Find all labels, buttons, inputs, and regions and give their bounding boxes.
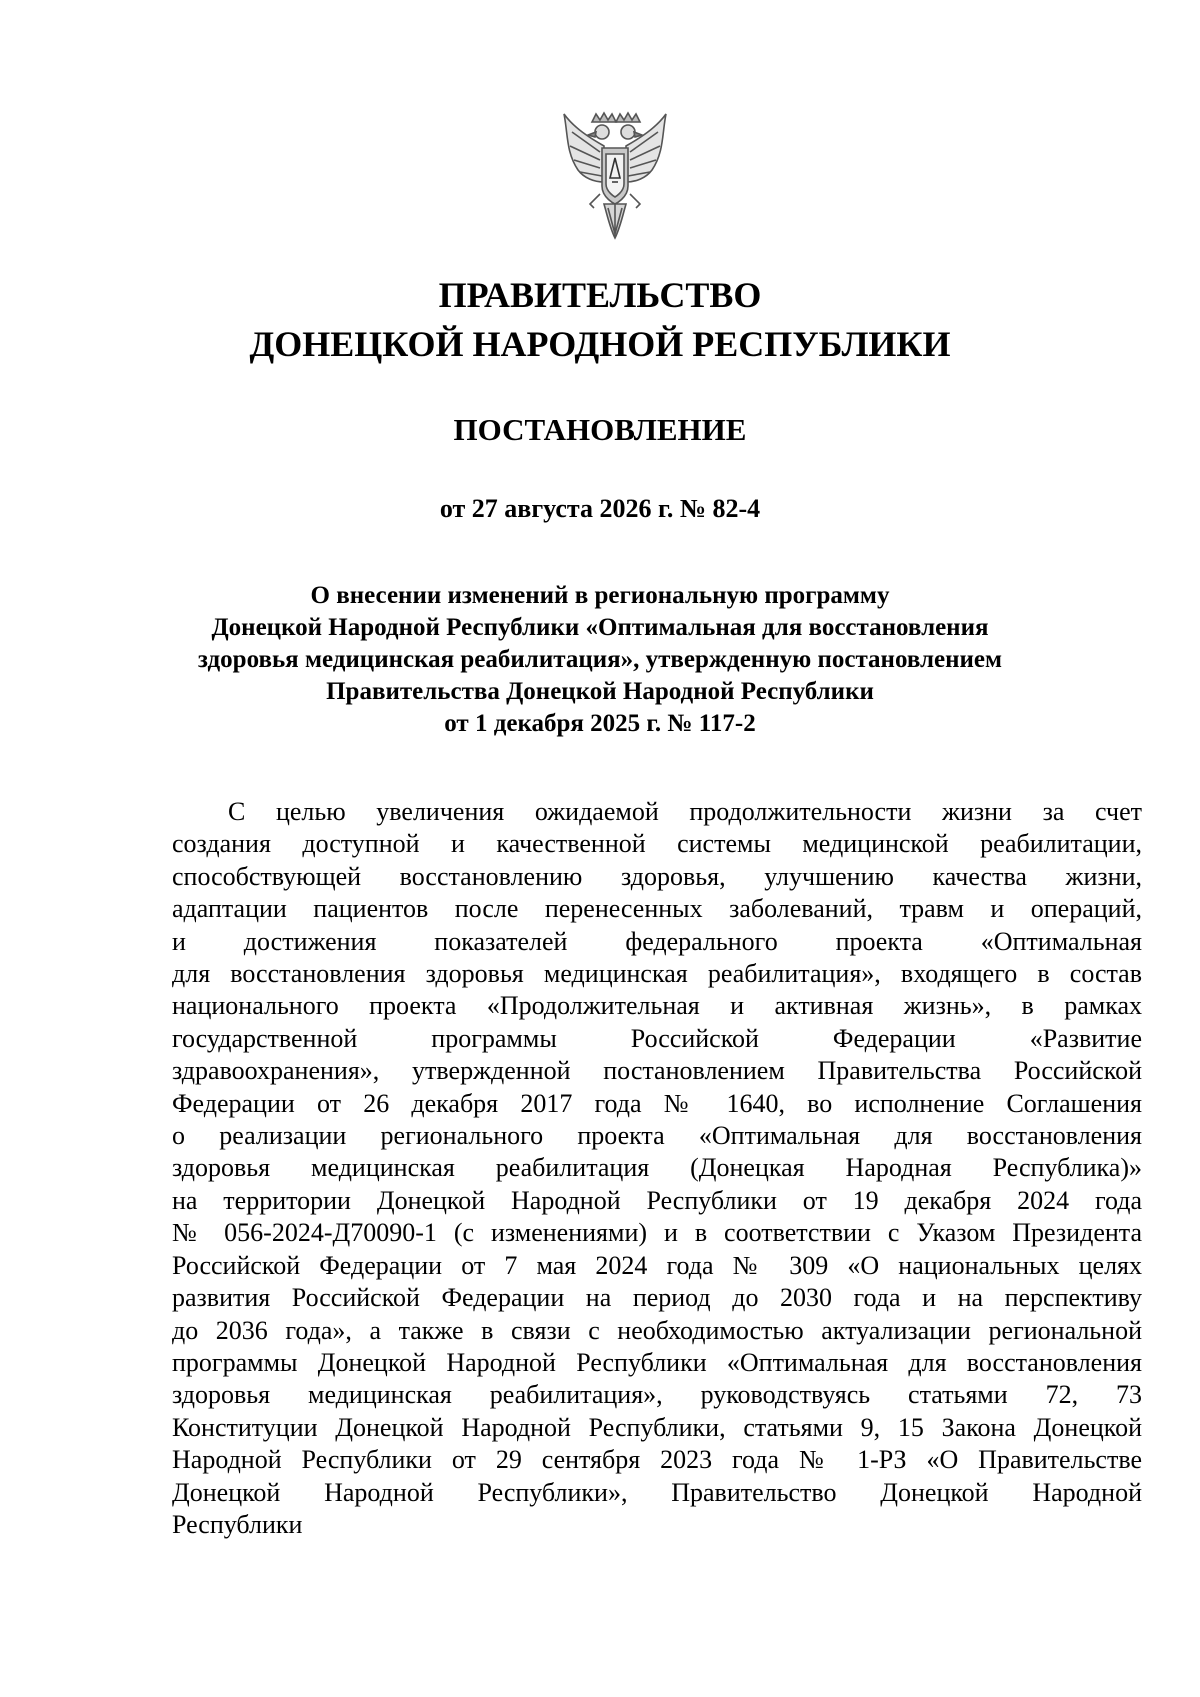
paragraph-line: на территории Донецкой Народной Республики от 19 декабря 2024 года bbox=[172, 1185, 1142, 1215]
paragraph-line: адаптации пациентов после перенесенных заболеваний, травм и операций, bbox=[172, 894, 1142, 924]
paragraph-line: и достижения показателей федерального проекта «Оптимальная bbox=[172, 926, 1142, 956]
document-type: ПОСТАНОВЛЕНИЕ bbox=[453, 412, 747, 447]
paragraph-line: здоровья медицинская реабилитация (Донецкая Народная Республика)» bbox=[172, 1153, 1142, 1183]
paragraph-line: способствующей восстановлению здоровья, улучшению качества жизни, bbox=[172, 861, 1142, 891]
subject-line: от 1 декабря 2025 г. № 117-2 bbox=[444, 710, 756, 737]
subject-line: здоровья медицинская реабилитация», утвержденную постановлением bbox=[197, 646, 1003, 673]
paragraph-line: Российской Федерации от 7 мая 2024 года № 309 «О национальных целях bbox=[172, 1250, 1142, 1280]
paragraph-line: Республики bbox=[172, 1509, 303, 1539]
paragraph-line: до 2036 года», а также в связи с необходимостью актуализации региональной bbox=[172, 1315, 1142, 1345]
paragraph-line: Донецкой Народной Республики», Правительство Донецкой Народной bbox=[172, 1477, 1142, 1507]
paragraph-line: № 056-2024-Д70090-1 (с изменениями) и в соответствии с Указом Президента bbox=[172, 1218, 1142, 1248]
paragraph-line: создания доступной и качественной системы медицинской реабилитации, bbox=[172, 829, 1142, 859]
paragraph-line: программы Донецкой Народной Республики «Оптимальная для восстановления bbox=[172, 1347, 1142, 1377]
paragraph-line: Народной Республики от 29 сентября 2023 года № 1-РЗ «О Правительстве bbox=[172, 1445, 1142, 1475]
paragraph-line: Конституции Донецкой Народной Республики, статьями 9, 15 Закона Донецкой bbox=[172, 1412, 1142, 1442]
government-title-line1: ПРАВИТЕЛЬСТВО bbox=[438, 275, 762, 315]
paragraph-line: С целью увеличения ожидаемой продолжительности жизни за счет bbox=[228, 797, 1142, 826]
paragraph-line: Федерации от 26 декабря 2017 года № 1640, во исполнение Соглашения bbox=[172, 1088, 1142, 1118]
paragraph-line: развития Российской Федерации на период до 2030 года и на перспективу bbox=[172, 1283, 1142, 1313]
subject-line: О внесении изменений в региональную программу bbox=[310, 582, 890, 609]
document-subject bbox=[160, 580, 1040, 740]
paragraph-line: для восстановления здоровья медицинская реабилитация», входящего в состав bbox=[172, 959, 1142, 989]
government-title-line2: ДОНЕЦКОЙ НАРОДНОЙ РЕСПУБЛИКИ bbox=[249, 324, 951, 364]
coat-of-arms-icon bbox=[560, 108, 670, 243]
paragraph-line: здоровья медицинская реабилитация», руководствуясь статьями 72, 73 bbox=[172, 1380, 1142, 1410]
document-date-number: от 27 августа 2026 г. № 82-4 bbox=[439, 494, 761, 523]
paragraph-line: национального проекта «Продолжительная и активная жизнь», в рамках bbox=[172, 991, 1142, 1021]
paragraph-line: о реализации регионального проекта «Оптимальная для восстановления bbox=[172, 1121, 1142, 1151]
subject-line: Донецкой Народной Республики «Оптимальная для восстановления bbox=[211, 614, 989, 641]
subject-line: Правительства Донецкой Народной Республики bbox=[326, 678, 874, 705]
paragraph-line: государственной программы Российской Федерации «Развитие bbox=[172, 1023, 1142, 1053]
preamble-paragraph bbox=[172, 796, 1142, 1541]
paragraph-line: здравоохранения», утвержденной постановлением Правительства Российской bbox=[172, 1056, 1142, 1086]
